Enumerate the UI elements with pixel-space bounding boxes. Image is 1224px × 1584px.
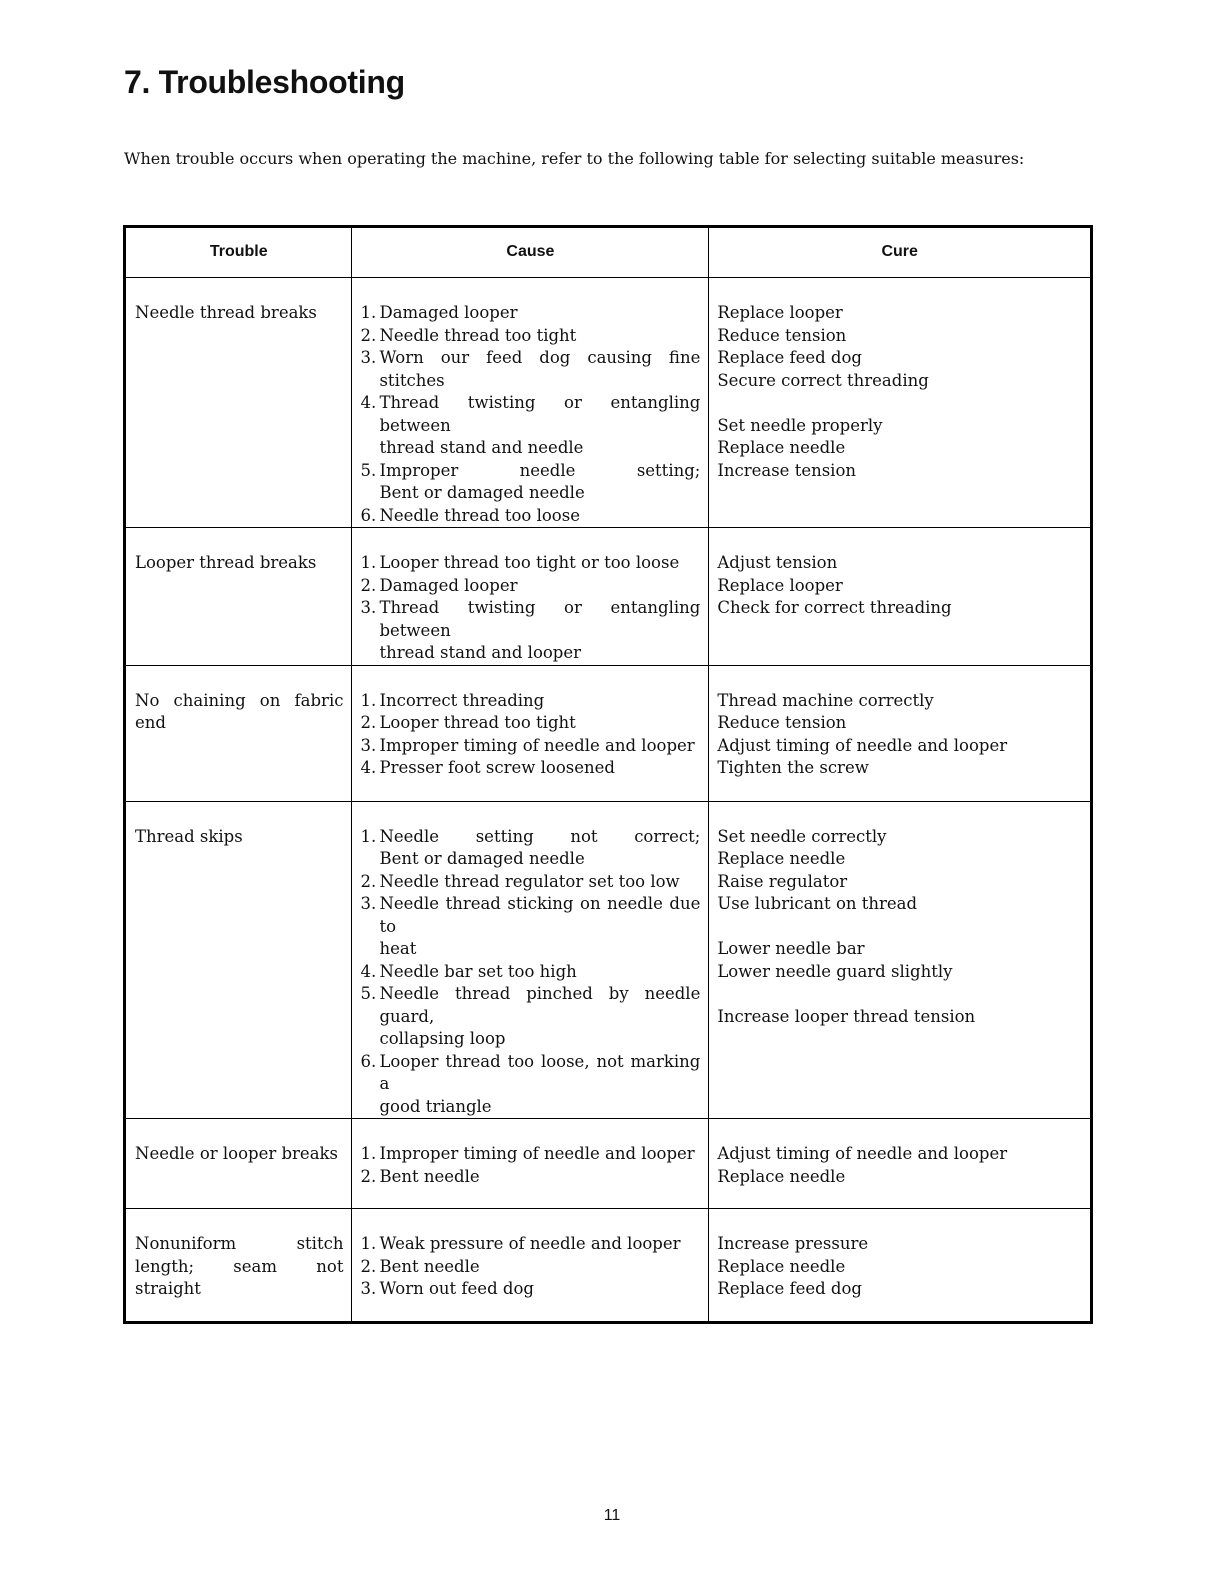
cure-item: Set needle correctly <box>717 826 887 846</box>
cause-text: Incorrect threading <box>379 690 545 710</box>
cause-item <box>360 392 700 437</box>
table-row <box>125 528 1092 666</box>
cause-item <box>360 575 700 598</box>
cure-cell <box>709 1209 1092 1323</box>
cause-text: Damaged looper <box>379 575 518 595</box>
cause-item <box>360 1051 700 1096</box>
cause-number: 2. <box>360 871 377 891</box>
cure-item: Raise regulator <box>717 871 848 891</box>
cause-item <box>360 757 700 780</box>
cause-number: 6. <box>360 1051 377 1071</box>
cause-item <box>360 712 700 735</box>
cure-item <box>717 983 1082 1006</box>
cause-text: Improper timing of needle and looper <box>379 1144 695 1163</box>
trouble-cell: Looper thread breaks <box>125 528 352 666</box>
cure-item: Lower needle bar <box>717 939 865 958</box>
cause-continuation: heat <box>379 939 417 958</box>
cause-cell <box>352 278 709 528</box>
cause-number: 2. <box>360 713 377 732</box>
header-cure: Cure <box>709 227 1092 278</box>
trouble-cell: Thread skips <box>125 801 352 1119</box>
cure-item: Set needle properly <box>717 415 883 435</box>
cause-continuation: thread stand and looper <box>379 643 582 662</box>
table-row <box>125 1209 1092 1323</box>
cause-item <box>360 893 700 938</box>
cause-item <box>360 735 700 758</box>
cause-cell <box>352 1209 709 1323</box>
cause-item <box>360 347 700 392</box>
cause-item <box>360 1278 700 1301</box>
cure-cell <box>709 528 1092 666</box>
cause-text: Needle setting not correct; <box>379 826 701 846</box>
cause-cell <box>352 1119 709 1209</box>
cause-number: 1. <box>360 1144 377 1163</box>
cause-item <box>360 1256 700 1279</box>
cause-number: 1. <box>360 826 377 846</box>
cause-number: 4. <box>360 758 377 777</box>
cause-text: Looper thread too loose, not marking a <box>379 1051 701 1093</box>
cause-continuation: collapsing loop <box>379 1029 506 1048</box>
cure-cell <box>709 1119 1092 1209</box>
cure-item: Reduce tension <box>717 713 847 732</box>
cause-item <box>360 1166 700 1189</box>
cause-text: Worn our feed dog causing fine stitches <box>379 348 701 390</box>
cause-item <box>360 325 700 348</box>
cause-text: Needle thread regulator set too low <box>379 871 680 891</box>
cure-item: Thread machine correctly <box>717 690 934 710</box>
cause-continuation: thread stand and needle <box>379 438 584 457</box>
cause-text: Needle thread too loose <box>379 505 580 525</box>
cure-item: Replace needle <box>717 438 846 457</box>
cause-number: 6. <box>360 505 377 525</box>
cause-cell <box>352 801 709 1119</box>
cause-number: 2. <box>360 1166 377 1186</box>
cause-number: 1. <box>360 1234 377 1253</box>
cause-text: Worn out feed dog <box>379 1279 534 1298</box>
cause-number: 2. <box>360 1256 377 1276</box>
cause-text: Looper thread too tight <box>379 713 576 732</box>
cure-item: Replace looper <box>717 303 843 322</box>
cause-number: 5. <box>360 984 377 1003</box>
cure-item: Secure correct threading <box>717 370 929 390</box>
cure-item: Adjust timing of needle and looper <box>717 735 1008 755</box>
cure-item: Adjust tension <box>717 553 838 572</box>
table-header-row <box>125 227 1092 278</box>
cause-cell <box>352 665 709 801</box>
cause-text: Bent needle <box>379 1256 480 1276</box>
cure-cell <box>709 278 1092 528</box>
cause-text: Damaged looper <box>379 303 518 322</box>
cause-item <box>360 505 700 528</box>
cause-text: Needle bar set too high <box>379 961 577 981</box>
cause-text: Thread twisting or entangling between <box>379 598 701 640</box>
cure-item: Reduce tension <box>717 325 847 345</box>
cause-continuation: good triangle <box>379 1096 492 1116</box>
table-row <box>125 1119 1092 1209</box>
cure-item: Replace needle <box>717 1256 846 1276</box>
troubleshooting-table <box>123 225 1093 1324</box>
cure-item: Replace needle <box>717 1166 846 1186</box>
cause-number: 1. <box>360 303 377 322</box>
cure-cell <box>709 665 1092 801</box>
cause-text: Weak pressure of needle and looper <box>379 1234 681 1253</box>
cause-text: Needle thread too tight <box>379 325 577 345</box>
page-number: 11 <box>603 1507 621 1524</box>
cause-number: 3. <box>360 598 377 617</box>
cause-text: Bent needle <box>379 1166 480 1186</box>
cause-number: 3. <box>360 894 377 913</box>
page-title: 7. Troubleshooting <box>124 64 405 100</box>
header-trouble: Trouble <box>125 227 352 278</box>
cause-item <box>360 826 700 849</box>
cure-cell <box>709 801 1092 1119</box>
cause-item <box>360 961 700 984</box>
cause-item <box>360 983 700 1028</box>
cause-text: Thread twisting or entangling between <box>379 393 701 435</box>
cause-continuation: Bent or damaged needle <box>379 483 585 502</box>
cure-item: Tighten the screw <box>717 758 869 777</box>
cause-number: 3. <box>360 348 377 367</box>
cause-number: 3. <box>360 735 377 755</box>
cause-text: Presser foot screw loosened <box>379 758 615 777</box>
cure-item: Increase looper thread tension <box>717 1006 976 1026</box>
cause-number: 4. <box>360 393 377 412</box>
cure-item: Check for correct threading <box>717 598 952 617</box>
header-cause: Cause <box>352 227 709 278</box>
cause-text: Improper timing of needle and looper <box>379 735 695 755</box>
cause-continuation: Bent or damaged needle <box>379 849 585 868</box>
cause-number: 1. <box>360 553 377 572</box>
cause-number: 1. <box>360 690 377 710</box>
cure-item: Lower needle guard slightly <box>717 961 953 981</box>
cure-item: Replace feed dog <box>717 348 862 367</box>
cause-number: 3. <box>360 1279 377 1298</box>
cause-text: Improper needle setting; <box>379 460 701 480</box>
intro-text: When trouble occurs when operating the machine, refer to the following table for selecting suitable measures: <box>124 149 1025 168</box>
cure-item: Increase pressure <box>717 1234 869 1253</box>
cause-item <box>360 552 700 575</box>
cause-text: Needle thread sticking on needle due to <box>379 894 701 936</box>
cause-item <box>360 871 700 894</box>
table-row <box>125 801 1092 1119</box>
cause-text: Looper thread too tight or too loose <box>379 553 680 572</box>
cause-number: 4. <box>360 961 377 981</box>
cause-cell <box>352 528 709 666</box>
cure-item <box>717 392 1082 415</box>
trouble-cell: Needle or looper breaks <box>125 1119 352 1209</box>
cure-item: Replace needle <box>717 849 846 868</box>
table-row <box>125 278 1092 528</box>
table-row <box>125 665 1092 801</box>
cause-text: Needle thread pinched by needle guard, <box>379 984 701 1026</box>
trouble-cell: Needle thread breaks <box>125 278 352 528</box>
cause-item <box>360 302 700 325</box>
cause-item <box>360 1233 700 1256</box>
cure-item: Use lubricant on thread <box>717 894 918 913</box>
trouble-cell: No chaining on fabric end <box>125 665 352 801</box>
cause-number: 5. <box>360 460 377 480</box>
cause-number: 2. <box>360 325 377 345</box>
cause-item <box>360 597 700 642</box>
cause-number: 2. <box>360 575 377 595</box>
cause-item <box>360 460 700 483</box>
cure-item: Increase tension <box>717 460 857 480</box>
cause-item <box>360 690 700 713</box>
cause-item <box>360 1143 700 1166</box>
cure-item: Replace feed dog <box>717 1279 862 1298</box>
cure-item: Adjust timing of needle and looper <box>717 1144 1008 1163</box>
cure-item <box>717 916 1082 939</box>
trouble-cell: Nonuniform stitch length; seam not straight <box>125 1209 352 1323</box>
cure-item: Replace looper <box>717 575 843 595</box>
